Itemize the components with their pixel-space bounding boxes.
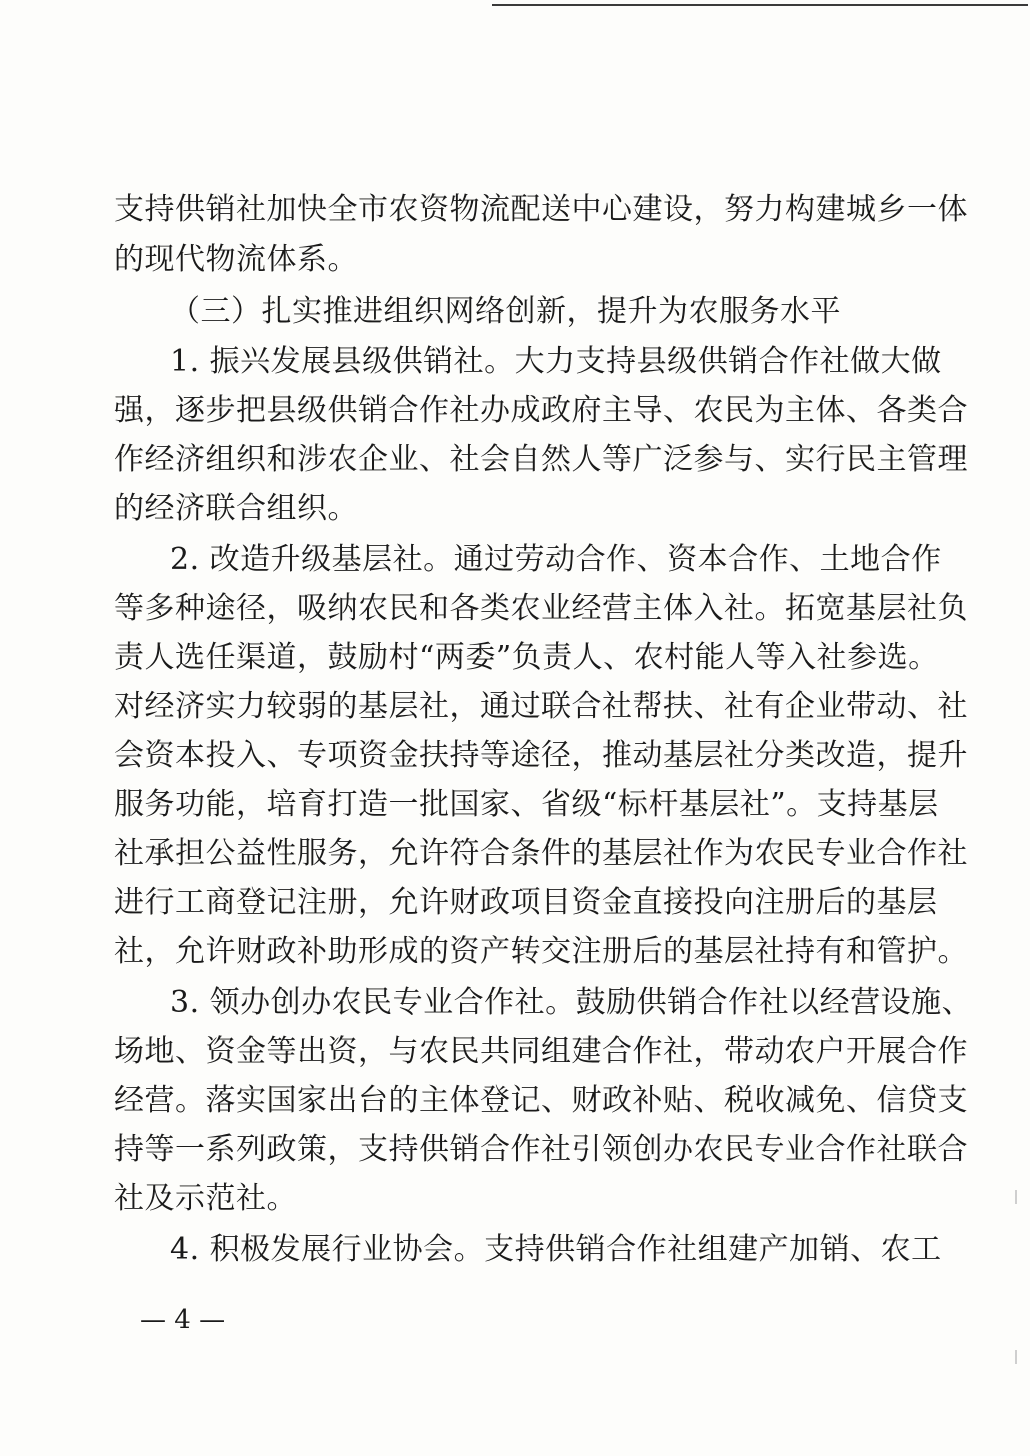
paragraph-line: 服务功能，培育打造一批国家、省级“标杆基层社”。支持基层	[114, 787, 939, 822]
paragraph-line: 进行工商登记注册，允许财政项目资金直接投向注册后的基层	[114, 885, 938, 920]
paragraph-line: 2. 改造升级基层社。通过劳动合作、资本合作、土地合作	[170, 542, 942, 577]
paragraph-line: 经营。落实国家出台的主体登记、财政补贴、税收减免、信贷支	[114, 1083, 968, 1118]
paragraph-line: 对经济实力较弱的基层社，通过联合社帮扶、社有企业带动、社	[114, 689, 968, 724]
page-number: — 4 —	[140, 1305, 226, 1335]
paragraph-line: 作经济组织和涉农企业、社会自然人等广泛参与、实行民主管理	[114, 442, 968, 477]
paragraph-line: 等多种途径，吸纳农民和各类农业经营主体入社。拓宽基层社负	[114, 591, 968, 626]
scan-artifact	[1015, 1350, 1017, 1364]
paragraph-line: 强，逐步把县级供销合作社办成政府主导、农民为主体、各类合	[114, 393, 968, 428]
paragraph-line: 3. 领办创办农民专业合作社。鼓励供销合作社以经营设施、	[170, 985, 973, 1020]
paragraph-line: 场地、资金等出资，与农民共同组建合作社，带动农户开展合作	[114, 1034, 968, 1069]
paragraph-line: 的经济联合组织。	[114, 491, 358, 526]
paragraph-line: 责人选任渠道，鼓励村“两委”负责人、农村能人等入社参选。	[114, 640, 939, 675]
paragraph-line: 1. 振兴发展县级供销社。大力支持县级供销合作社做大做	[170, 344, 942, 379]
paragraph-line: 4. 积极发展行业协会。支持供销合作社组建产加销、农工	[170, 1232, 942, 1267]
top-border-rule	[492, 4, 1028, 6]
scan-artifact	[1015, 1190, 1017, 1204]
paragraph-line: 社，允许财政补助形成的资产转交注册后的基层社持有和管护。	[114, 934, 968, 969]
paragraph-line: 持等一系列政策，支持供销合作社引领创办农民专业合作社联合	[114, 1132, 968, 1167]
paragraph-line: 的现代物流体系。	[114, 242, 358, 277]
paragraph-line: 社及示范社。	[114, 1181, 297, 1216]
section-heading: （三）扎实推进组织网络创新，提升为农服务水平	[170, 294, 841, 329]
paragraph-line: 会资本投入、专项资金扶持等途径，推动基层社分类改造，提升	[114, 738, 968, 773]
paragraph-line: 支持供销社加快全市农资物流配送中心建设，努力构建城乡一体	[114, 192, 968, 227]
paragraph-line: 社承担公益性服务，允许符合条件的基层社作为农民专业合作社	[114, 836, 968, 871]
